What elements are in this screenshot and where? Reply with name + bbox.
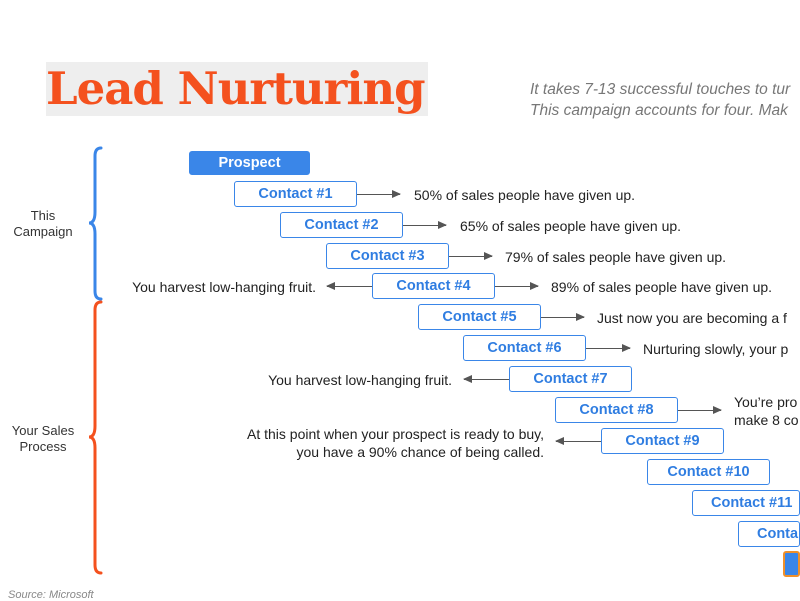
arrow-contact-5	[541, 317, 584, 318]
note-contact-8	[734, 393, 799, 429]
sales-process-label	[4, 423, 82, 455]
note-contact-4-left: You harvest low-hanging fruit.	[132, 279, 316, 295]
contact-box-7: Contact #7	[509, 366, 632, 392]
intro-line-1: It takes 7-13 successful touches to tur	[530, 81, 791, 98]
source-credit: Source: Microsoft	[8, 589, 94, 601]
note-contact-3: 79% of sales people have given up.	[505, 249, 727, 265]
contact-box-6: Contact #6	[463, 335, 586, 361]
contact-box-10: Contact #10	[647, 459, 770, 485]
contact-box-5: Contact #5	[418, 304, 541, 330]
note-contact-5: Just now you are becoming a f	[597, 310, 787, 326]
note-contact-6: Nurturing slowly, your p	[643, 341, 789, 357]
note-contact-7: You harvest low-hanging fruit.	[268, 372, 452, 388]
note-contact-9-line-1: At this point when your prospect is ready to buy,	[246, 426, 544, 442]
note-contact-8-line-1: You’re pro	[734, 394, 798, 410]
arrow-contact-3	[449, 256, 492, 257]
campaign-label-line-1: This	[30, 208, 56, 223]
prospect-box: Prospect	[189, 151, 310, 175]
note-contact-4-right: 89% of sales people have given up.	[551, 279, 773, 295]
arrow-contact-1	[357, 194, 400, 195]
contact-box-11: Contact #11	[692, 490, 800, 516]
contact-box-13	[783, 551, 800, 577]
campaign-brace	[89, 148, 101, 299]
contact-box-4: Contact #4	[372, 273, 495, 299]
note-contact-8-line-2: make 8 co	[734, 412, 799, 428]
arrow-contact-6	[586, 348, 630, 349]
contact-box-12: Conta	[738, 521, 800, 547]
intro-line-2: This campaign accounts for four. Mak	[530, 102, 788, 119]
campaign-label	[8, 208, 78, 240]
campaign-label-line-2: Campaign	[13, 224, 73, 239]
sales-process-label-line-1: Your Sales	[11, 423, 75, 438]
note-contact-1: 50% of sales people have given up.	[414, 187, 636, 203]
arrow-contact-7	[464, 379, 509, 380]
contact-box-1: Contact #1	[234, 181, 357, 207]
contact-box-9: Contact #9	[601, 428, 724, 454]
arrow-contact-4-right	[495, 286, 538, 287]
contact-box-3: Contact #3	[326, 243, 449, 269]
contact-box-2: Contact #2	[280, 212, 403, 238]
note-contact-9-line-2: you have a 90% chance of being called.	[296, 444, 544, 460]
arrow-contact-8	[678, 410, 721, 411]
note-contact-9	[200, 425, 544, 461]
sales-process-label-line-2: Process	[19, 439, 67, 454]
sales-brace	[89, 302, 101, 573]
arrow-contact-4-left	[327, 286, 372, 287]
arrow-contact-2	[403, 225, 446, 226]
arrow-contact-9	[556, 441, 601, 442]
contact-box-8: Contact #8	[555, 397, 678, 423]
page-title: Lead Nurturing	[46, 62, 425, 115]
note-contact-2: 65% of sales people have given up.	[460, 218, 682, 234]
